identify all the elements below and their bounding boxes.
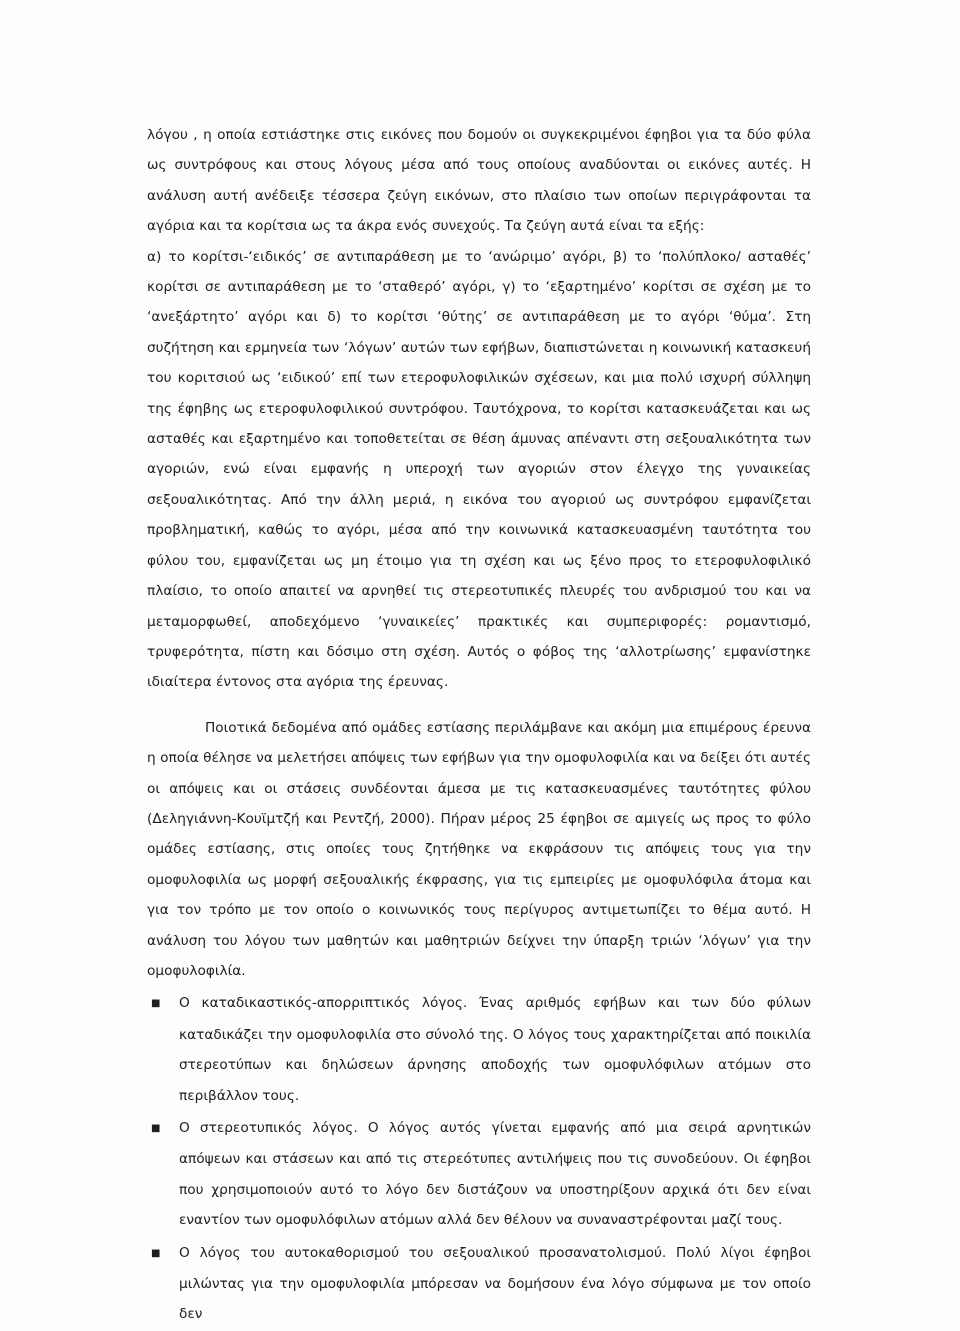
bullet-item xyxy=(147,1238,811,1330)
bullet-square-icon: ■ xyxy=(151,998,161,1010)
paragraph-continuation: λόγου , η οποία εστιάστηκε στις εικόνες που δομούν οι συγκεκριμένοι έφηβοι για τα δύο φύλα ως συντρόφους και στους λόγους μέσα από τους οποίους αναδύονται οι εικόνες αυτές. Η ανάλυση αυτή ανέδειξε τέσσερα ζεύγη εικόνων, στο πλαίσιο των οποίων περιγράφονται τα αγόρια και τα κορίτσια ως τα άκρα ενός συνεχούς. Τα ζεύγη αυτά είναι τα εξής: xyxy=(147,127,811,235)
bullet-text: Ο καταδικαστικός-απορριπτικός λόγος. Ένας αριθμός εφήβων και των δύο φύλων καταδικάζει την ομοφυλοφιλία στο σύνολό της. Ο λόγος τους χαρακτηρίζεται από ποικιλία στερεοτύπων και δηλώσεων άρνησης αποδοχής των ομοφυλόφιλων ατόμων στο περιβάλλον τους. xyxy=(179,995,811,1104)
bullet-item xyxy=(147,1113,811,1236)
bullet-item xyxy=(147,988,811,1111)
body-text xyxy=(147,120,811,1330)
paragraph-image-pairs: α) το κορίτσι-‘ειδικός’ σε αντιπαράθεση με το ‘ανώριμο’ αγόρι, β) το ‘πολύπλοκο/ ασταθές’ κορίτσι σε αντιπαράθεση με το ‘σταθερό’ αγόρι, γ) το ‘εξαρτημένο’ κορίτσι σε σχέση με το ‘ανεξάρτητο’ αγόρι και δ) το κορίτσι ‘θύτης’ σε αντιπαράθεση με το αγόρι ‘θύμα’. Στη συζήτηση και ερμηνεία των ‘λόγων’ αυτών των εφήβων, διαπιστώνεται η κοινωνική κατασκευή του κοριτσιού ως ‘ειδικού’ επί των ετεροφυλοφιλικών σχέσεων, και μια πολύ ισχυρή σύλληψη της έφηβης ως ετεροφυλοφιλικού συντρόφου. Ταυτόχρονα, το κορίτσι κατασκευάζεται και ως ασταθές και εξαρτημένο και τοποθετείται σε θέση άμυνας απέναντι στη σεξουαλικότητα των αγοριών, ενώ είναι εμφανής η υπεροχή των αγοριών στον έλεγχο της γυναικείας σεξουαλικότητας. Από την άλλη μεριά, η εικόνα του αγοριού ως συντρόφου εμφανίζεται προβληματική, καθώς το αγόρι, μέσα από την κοινωνικά κατασκευασμένη ταυτότητα του φύλου του, εμφανίζεται ως μη έτοιμο για τη σχέση και ως ξένο προς το ετεροφυλοφιλικό πλαίσιο, το οποίο απαιτεί να αρνηθεί τις στερεοτυπικές πλευρές του ανδρισμού του και να μεταμορφωθεί, αποδεχόμενο ‘γυναικείες’ πρακτικές και συμπεριφορές: ρομαντισμό, τρυφερότητα, πίστη και δόσιμο στη σχέση. Αυτός ο φόβος της ‘αλλοτρίωσης’ εμφανίστηκε ιδιαίτερα έντονος στα αγόρια της έρευνας. xyxy=(147,248,811,691)
bullet-text: Ο λόγος του αυτοκαθορισμού του σεξουαλικού προσανατολισμού. Πολύ λίγοι έφηβοι μιλώντας για την ομοφυλοφιλία μπόρεσαν να δομήσουν ένα λόγο σύμφωνα με τον οποίο δεν xyxy=(179,1244,811,1323)
paragraph-focus-groups: Ποιοτικά δεδομένα από ομάδες εστίασης περιλάμβανε και ακόμη μια επιμέρους έρευνα η οποία θέλησε να μελετήσει απόψεις των εφήβων για την ομοφυλοφιλία και να δείξει ότι αυτές οι απόψεις και οι στάσεις συνδέονται άμεσα με τις κατασκευασμένες ταυτότητες φύλου (Δεληγιάννη-Κουϊμτζή και Ρεντζή, 2000). Πήραν μέρος 25 έφηβοι σε αμιγείς ως προς το φύλο ομάδες εστίασης, στις οποίες τους ζητήθηκε να εκφράσουν τις απόψεις τους για την ομοφυλοφιλία ως μορφή σεξουαλικής έκφρασης, για τις εμπειρίες με ομοφυλόφιλα άτομα και για τον τρόπο με τον οποίο ο κοινωνικός τους περίγυρος αντιμετωπίζει το θέμα αυτό. Η ανάλυση του λόγου των μαθητών και μαθητριών δείχνει την ύπαρξη τριών ‘λόγων’ για την ομοφυλοφιλία. xyxy=(147,719,811,979)
bullet-text: Ο στερεοτυπικός λόγος. Ο λόγος αυτός γίνεται εμφανής από μια σειρά αρνητικών απόψεων και στάσεων και από τις στερεότυπες αντιλήψεις που τις συνοδεύουν. Οι έφηβοι που χρησιμοποιούν αυτό το λόγο δεν διστάζουν να υποστηρίξουν αρχικά ότι δεν είναι εναντίον των ομοφυλόφιλων ατόμων αλλά δεν θέλουν να συναναστρέφονται μαζί τους. xyxy=(179,1120,811,1229)
bullet-square-icon: ■ xyxy=(151,1123,161,1134)
bullet-square-icon: ■ xyxy=(151,1247,161,1259)
